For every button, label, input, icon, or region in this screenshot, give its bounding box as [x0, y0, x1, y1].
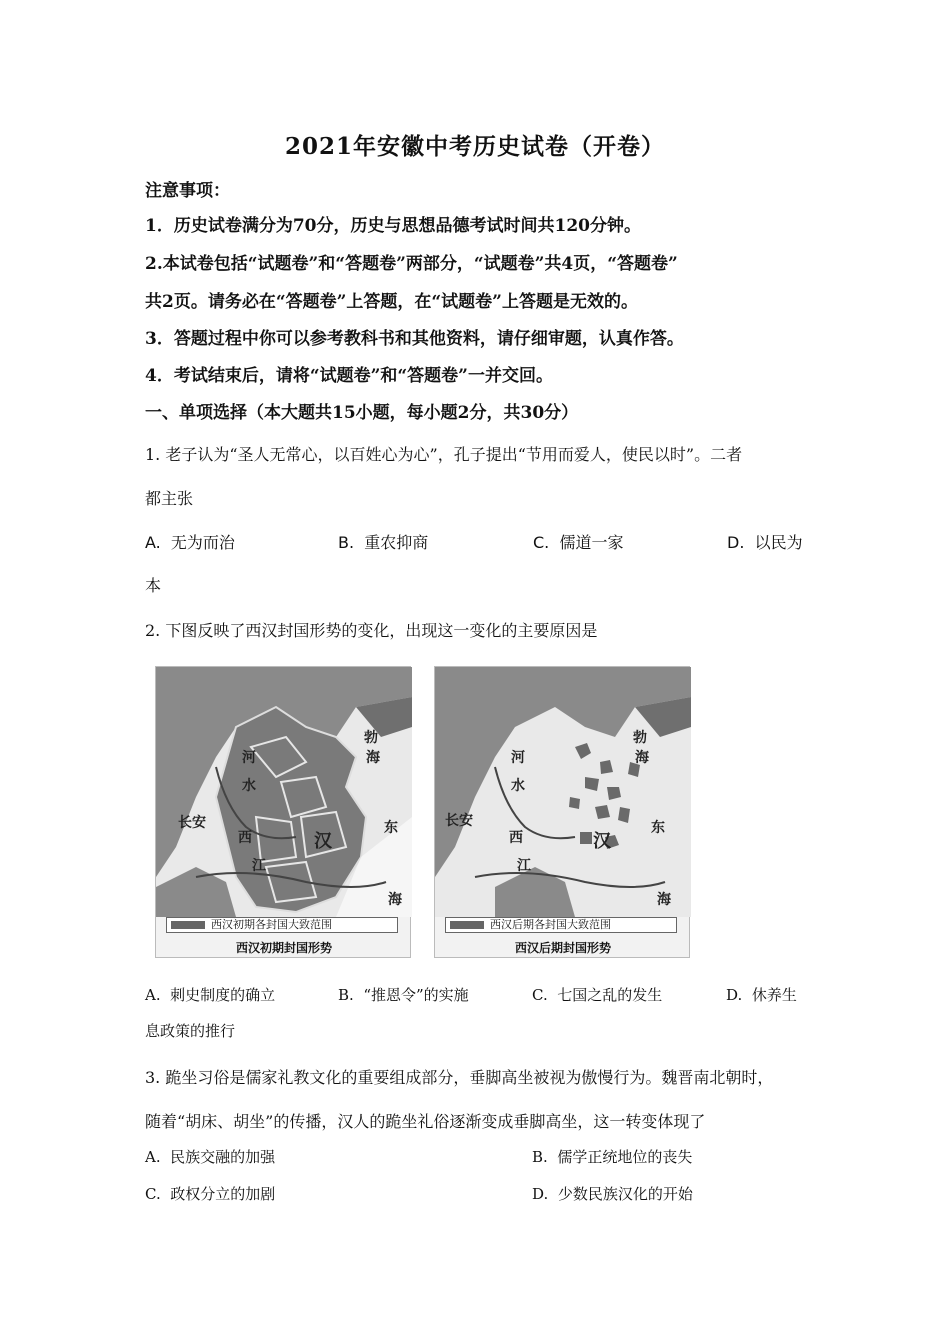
q3-option-d-letter: D. — [532, 1185, 549, 1203]
map-label-bohai: 海 — [635, 750, 649, 766]
map-label-dong: 东 — [384, 820, 398, 836]
q1-option-b — [338, 530, 428, 553]
q1-stem-cont: 都主张 — [145, 489, 194, 508]
page-title: 2021年安徽中考历史试卷（开卷） — [284, 133, 665, 160]
map-label-jiang: 江 — [252, 858, 266, 874]
q1-option-a — [145, 530, 235, 553]
map-label-dong: 东 — [651, 820, 665, 836]
map-label-he: 河 — [511, 750, 525, 766]
section-heading: 一、单项选择（本大题共15小题，每小题2分，共30分） — [145, 403, 579, 423]
note-4: 4．考试结束后，请将“试题卷”和“答题卷”一并交回。 — [145, 366, 553, 386]
q2-option-b-text: “推恩令”的实施 — [363, 986, 469, 1004]
q2-option-a-letter: A. — [145, 986, 161, 1004]
map-label-jiang: 江 — [517, 858, 531, 874]
map-label-hai: 海 — [657, 892, 671, 908]
map-early-caption: 西汉初期封国形势 — [235, 941, 332, 955]
map-label-shui: 水 — [242, 778, 256, 794]
map-label-changan: 长安 — [445, 813, 473, 829]
map-label-shui: 水 — [511, 778, 525, 794]
q1-option-c — [533, 530, 623, 553]
legend-swatch — [171, 921, 205, 929]
q2-option-b-letter: B. — [338, 986, 354, 1004]
q2-option-c-text: 七国之乱的发生 — [557, 986, 663, 1004]
map-label-xi: 西 — [238, 830, 252, 846]
map-early-han-drawing — [156, 667, 412, 917]
q1-option-d — [727, 530, 803, 553]
q3-option-a-text: 民族交融的加强 — [170, 1148, 276, 1166]
q3-option-b-text: 儒学正统地位的丧失 — [557, 1148, 693, 1166]
map-label-han: 汉 — [314, 831, 332, 852]
q2-option-d-letter: D. — [726, 986, 743, 1004]
q1-option-a-letter: A. — [145, 533, 161, 552]
q1-option-d-letter: D. — [727, 533, 745, 552]
q3-stem-cont: 随着“胡床、胡坐”的传播，汉人的跪坐礼俗逐渐变成垂脚高坐，这一转变体现了 — [145, 1112, 706, 1131]
map-label-bo: 勃 — [633, 730, 647, 746]
note-2a: 2.本试卷包括“试题卷”和“答题卷”两部分，“试题卷”共4页，“答题卷” — [145, 254, 678, 274]
legend-swatch — [450, 921, 484, 929]
q3-stem: 3. 跪坐习俗是儒家礼教文化的重要组成部分，垂脚高坐被视为傲慢行为。魏晋南北朝时， — [145, 1068, 774, 1087]
map-label-bohai: 海 — [366, 750, 380, 766]
q3-option-c — [145, 1183, 275, 1204]
q2-option-c-letter: C. — [532, 986, 548, 1004]
map-label-xi: 西 — [509, 830, 523, 846]
q1-stem: 1. 老子认为“圣人无常心，以百姓心为心”，孔子提出“节用而爱人，使民以时”。二者 — [145, 445, 743, 464]
map-early-han — [155, 666, 411, 958]
q3-option-a — [145, 1146, 275, 1167]
q2-option-a-text: 刺史制度的确立 — [170, 986, 276, 1004]
q2-stem: 2. 下图反映了西汉封国形势的变化，出现这一变化的主要原因是 — [145, 621, 598, 640]
q2-option-d — [726, 984, 797, 1005]
q2-option-c — [532, 984, 662, 1005]
map-late-caption: 西汉后期封国形势 — [514, 941, 611, 955]
q3-option-a-letter: A. — [145, 1148, 161, 1166]
map-early-legend — [166, 917, 398, 933]
legend-text: 西汉后期各封国大致范围 — [490, 918, 611, 931]
notes-heading: 注意事项： — [145, 181, 230, 201]
note-1: 1．历史试卷满分为70分，历史与思想品德考试时间共120分钟。 — [145, 216, 641, 236]
q2-option-d-text: 休养生 — [751, 986, 797, 1004]
q3-option-d — [532, 1183, 693, 1204]
q1-option-a-text: 无为而治 — [170, 533, 235, 552]
q1-option-c-letter: C. — [533, 533, 550, 552]
map-label-hai: 海 — [388, 892, 402, 908]
q1-option-d-text: 以民为 — [754, 533, 803, 552]
q3-option-b-letter: B. — [532, 1148, 548, 1166]
q3-option-c-letter: C. — [145, 1185, 161, 1203]
note-2b: 共2页。请务必在“答题卷”上答题，在“试题卷”上答题是无效的。 — [145, 292, 638, 312]
map-label-bo: 勃 — [364, 730, 378, 746]
q1-option-c-text: 儒道一家 — [559, 533, 624, 552]
map-late-legend — [445, 917, 677, 933]
q1-option-b-letter: B. — [338, 533, 355, 552]
map-label-he: 河 — [242, 750, 256, 766]
q2-option-b — [338, 984, 469, 1005]
q3-option-d-text: 少数民族汉化的开始 — [557, 1185, 693, 1203]
map-label-changan: 长安 — [178, 815, 206, 831]
q2-option-a — [145, 984, 275, 1005]
q3-option-c-text: 政权分立的加剧 — [170, 1185, 276, 1203]
q1-option-b-text: 重农抑商 — [364, 533, 429, 552]
legend-text: 西汉初期各封国大致范围 — [211, 918, 332, 931]
q1-option-d-wrap: 本 — [145, 576, 162, 595]
map-late-han-drawing — [435, 667, 691, 917]
q2-option-d-wrap: 息政策的推行 — [145, 1022, 236, 1040]
map-late-han — [434, 666, 690, 958]
q3-option-b — [532, 1146, 692, 1167]
note-3: 3．答题过程中你可以参考教科书和其他资料，请仔细审题，认真作答。 — [145, 329, 684, 349]
map-label-han: 汉 — [593, 831, 611, 852]
